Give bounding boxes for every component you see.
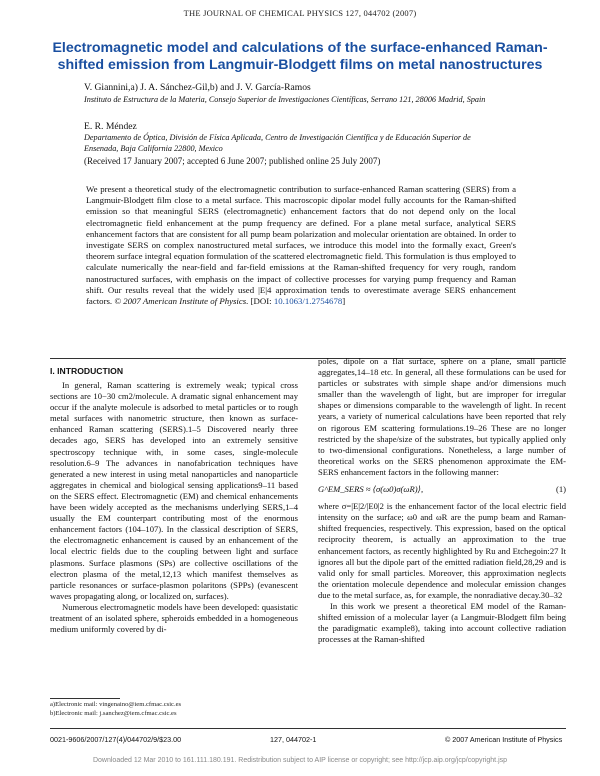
right-column: [318, 356, 566, 645]
footnote-a: a)Electronic mail: vingenaino@iem.cfmac.csic.es: [50, 701, 182, 708]
footnote-rule: [50, 698, 120, 699]
section-heading: I. INTRODUCTION: [50, 366, 124, 376]
right-paragraph-3: In this work we present a theoretical EM model of the Raman-shifted emission of a molecular layer (a Langmuir-Blodgett film being the paradigmatic example8), taking into account collective radiation processes at the Raman-shifted: [318, 600, 566, 645]
footer-issn: 0021-9606/2007/127(4)/044702/9/$23.00: [50, 735, 182, 744]
footer-page: 127, 044702-1: [270, 735, 317, 744]
paper-title: Electromagnetic model and calculations of the surface-enhanced Raman-shifted emission from Langmuir-Blodgett films on metal nanostructures: [52, 40, 548, 73]
abstract: [86, 184, 516, 307]
equation-number: (1): [555, 484, 566, 495]
received-dates: (Received 17 January 2007; accepted 6 June 2007; published online 25 July 2007): [84, 156, 381, 166]
doi-suffix: ]: [342, 296, 346, 307]
left-column: [50, 380, 298, 635]
affiliation-1: Instituto de Estructura de la Materia, Consejo Superior de Investigaciones Científicas, Serrano 121, 28006 Madrid, Spain: [84, 95, 486, 104]
right-paragraph-1: poles, dipole on a flat surface, sphere on a plane, small particle aggregates,14–18 etc. In general, all these formulations can be used for particles or substrates with simple shape and/or dimensions much smaller than the wavelength of light, but are improper for irregular shapes or dimensions comparable to the wavelength of light. In recent years, a variety of numerical calculations have been reported that rely on rigorous EM scattering formulations.19–26 These are no longer restricted by the shape/size of the substrates, but typically applied only to two-dimensional configurations. Nonetheless, a large number of theoretical works on the SERS phenomenon approximate the EM-SERS enhancement factors in the following manner:: [318, 356, 566, 477]
footnote-b: b)Electronic mail: j.sanchez@iem.cfmac.csic.es: [50, 710, 177, 717]
intro-paragraph-1: In general, Raman scattering is extremely weak; typical cross sections are 10−30 cm2/molecule. A dramatic signal enhancement may occur if the analyte molecule is adsorbed to metal particles or to rough metal surfaces with nanometric structure, then known as surface-enhanced Raman scattering (SERS).1–5 Discovered nearly three decades ago, SERS has developed into an extremely sensitive spectroscopy technique with, in some cases, single-molecule resolution.6–9 The advances in nanofabrication techniques have generated a new interest in using metal nanoparticles and nanoparticle aggregates in chemical and biological sensing applications9–11 based on the SERS effect. Electromagnetic (EM) and chemical enhancements have been widely accepted as the mechanisms underlying SERS,1–4 usually the EM counterpart contributing most of the enormous enhancement factors (104–107). In the classical description of SERS, the electromagnetic enhancement is caused by an enhancement of the local electric fields due to the coupling between light and surface plasmons. Surface plasmons (SPs) are collective oscillations of the electron plasma of the metal,12,13 which manifest themselves as particle resonances or surface-plasmon polaritons (SPPs) (evanescent waves propagating along, or localized on, surfaces).: [50, 380, 298, 601]
doi-link[interactable]: 10.1063/1.2754678: [273, 296, 343, 307]
download-notice[interactable]: Downloaded 12 Mar 2010 to 161.111.180.191. Redistribution subject to AIP license or copyright; see http://jcp.aip.org/jcp/copyright.jsp: [92, 757, 508, 764]
journal-header: THE JOURNAL OF CHEMICAL PHYSICS 127, 044702 (2007): [183, 8, 417, 18]
affiliation-2: Departamento de Óptica, División de Física Aplicada, Centro de Investigación Científica y de Educación Superior de Ensenada, Baja California 22800, Mexico: [84, 133, 471, 153]
footer-copyright: © 2007 American Institute of Physics: [445, 735, 563, 744]
equation-1: [318, 484, 566, 495]
abstract-copyright: © 2007 American Institute of Physics.: [114, 296, 249, 307]
intro-paragraph-2: Numerous electromagnetic models have been developed: quasistatic treatment of an isolated sphere, spheroids embedded in a homogeneous medium uniformly covered by di-: [50, 601, 298, 635]
footer-divider: [50, 728, 566, 729]
abstract-text: We present a theoretical study of the electromagnetic contribution to surface-enhanced Raman scattering (SERS) from a Langmuir-Blodgett film close to a metal surface. This macroscopic dipolar model fully accounts for the Raman-shifted emission so that meaningful SERS (electromagnetic) enhancement factors that do not depend only on the local electromagnetic field enhancement at the pump frequency are defined. For a plane metal surface, analytical SERS enhancement factors that are consistent for all pump beam polarization and molecular orientation are obtained. In order to investigate SERS on complex nanostructured metal surfaces, we introduce this model into the formally exact, Green's theorem surface integral equation formulation of the scattered electromagnetic field. This formulation is thus employed to calculate numerically the near-field and far-field emissions at the Raman-shifted frequency for very rough, random nanostructured surfaces, with emphasis on the impact of collective processes for varying pump frequency and Raman shift. Our results reveal that the widely used |E|4 approximation tends to overestimate average SERS enhancement factors.: [86, 184, 516, 307]
authors: V. Giannini,a) J. A. Sánchez-Gil,b) and J. V. García-Ramos: [84, 82, 311, 93]
equation-body: G^EM_SERS ≈ ⟨σ(ω0)σ(ωR)⟩,: [318, 484, 424, 495]
author-2: E. R. Méndez: [84, 121, 137, 132]
doi-prefix: [DOI:: [250, 296, 274, 307]
right-paragraph-2: where σ=|E|2/|E0|2 is the enhancement factor of the local electric field intensity on the surface; ω0 and ωR are the pump beam and Raman-shifted frequencies, respectively. This expression, based on the optical reciprocity theorem, is actually an approximation to the true enhancement factors, as recently highlighted by Ru and Etchegoin:27 It ignores all but the dipole part of the emitted radiation field,28,29 and is valid only for small particles. Moreover, this approximation neglects the orientation molecule dependence and molecular emission changes due to the metal surface, as, for example, the nonradiative decay.30–32: [318, 501, 566, 600]
